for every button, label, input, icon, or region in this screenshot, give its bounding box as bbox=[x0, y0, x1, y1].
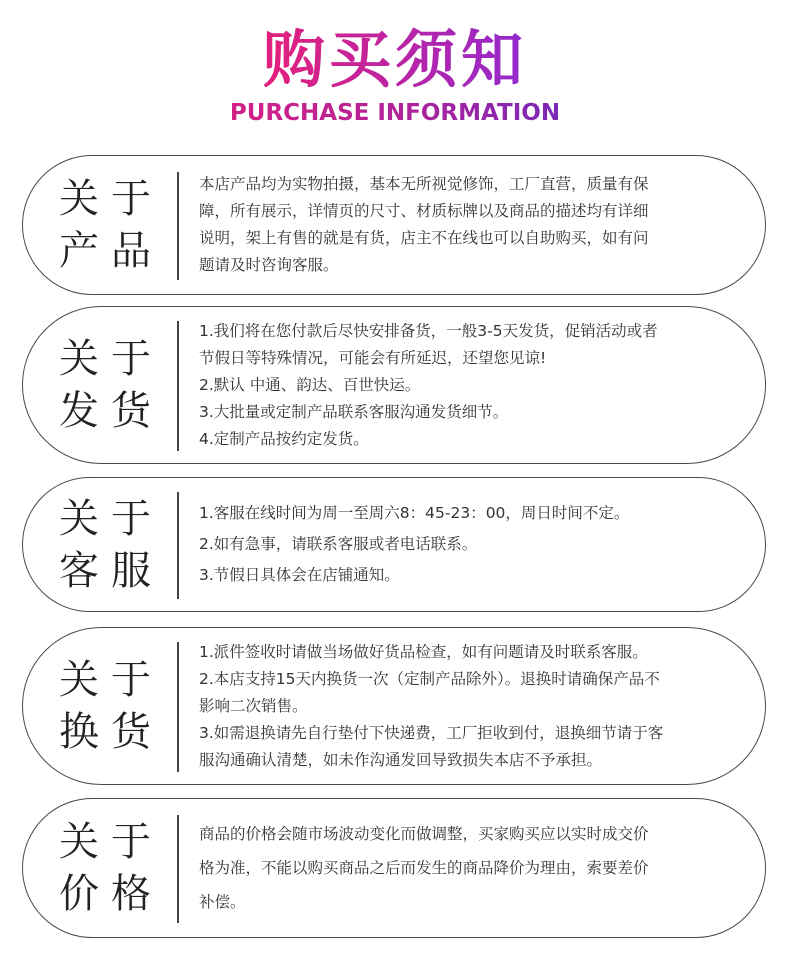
section-body bbox=[199, 628, 747, 784]
section-text-line: 服沟通确认清楚，如未作沟通发回导致损失本店不予承担。 bbox=[199, 750, 603, 769]
section-text-line: 商品的价格会随市场波动变化而做调整，买家购买应以实时成交价 bbox=[199, 825, 649, 843]
section-divider bbox=[177, 815, 179, 923]
section-body bbox=[199, 307, 747, 463]
section-text-line: 本店产品均为实物拍摄，基本无所视觉修饰，工厂直营，质量有保 bbox=[199, 175, 649, 193]
section-divider bbox=[177, 321, 179, 451]
section-divider bbox=[177, 172, 179, 280]
section-text-line: 2.默认 中通、韵达、百世快运。 bbox=[199, 375, 421, 394]
section-label-line1: 关于 bbox=[59, 176, 163, 222]
section-body bbox=[199, 478, 747, 611]
section-card-price bbox=[22, 798, 766, 938]
section-label bbox=[23, 156, 183, 294]
section-text-line: 1.派件签收时请做当场做好货品检查，如有问题请及时联系客服。 bbox=[199, 642, 648, 661]
section-text-line: 题请及时咨询客服。 bbox=[199, 256, 339, 274]
section-card-exchange bbox=[22, 627, 766, 785]
section-text-line: 2.本店支持15天内换货一次（定制产品除外）。退换时请确保产品不 bbox=[199, 669, 660, 688]
section-label-line1: 关于 bbox=[59, 657, 163, 703]
section-label-line1: 关于 bbox=[59, 495, 163, 542]
section-body bbox=[199, 156, 747, 294]
section-text-line: 节假日等特殊情况，可能会有所延迟，还望您见谅! bbox=[199, 348, 547, 367]
section-text-line: 影响二次销售。 bbox=[199, 696, 308, 715]
section-label-line1: 关于 bbox=[59, 819, 163, 865]
section-card-shipping bbox=[22, 306, 766, 464]
section-label-line2: 价格 bbox=[59, 871, 163, 917]
section-text-line: 3.节假日具体会在店铺通知。 bbox=[199, 566, 400, 584]
section-card-service bbox=[22, 477, 766, 612]
page-subtitle: PURCHASE INFORMATION bbox=[0, 98, 790, 128]
section-card-product bbox=[22, 155, 766, 295]
section-label bbox=[23, 628, 183, 784]
section-text-line: 说明，架上有售的就是有货，店主不在线也可以自助购买，如有问 bbox=[199, 229, 649, 247]
page-header bbox=[0, 0, 790, 140]
section-body bbox=[199, 799, 747, 937]
section-text-line: 障，所有展示，详情页的尺寸、材质标牌以及商品的描述均有详细 bbox=[199, 202, 649, 220]
section-label-line2: 发货 bbox=[59, 388, 163, 434]
section-label-line1: 关于 bbox=[59, 336, 163, 382]
section-text-line: 补偿。 bbox=[199, 893, 246, 911]
section-divider bbox=[177, 642, 179, 772]
section-label-line2: 产品 bbox=[59, 228, 163, 274]
section-label bbox=[23, 799, 183, 937]
section-text-line: 1.我们将在您付款后尽快安排备货，一般3-5天发货，促销活动或者 bbox=[199, 321, 658, 340]
section-divider bbox=[177, 492, 179, 599]
section-text-line: 3.大批量或定制产品联系客服沟通发货细节。 bbox=[199, 402, 509, 421]
section-label bbox=[23, 307, 183, 463]
section-text-line: 格为准，不能以购买商品之后而发生的商品降价为理由，索要差价 bbox=[199, 859, 649, 877]
section-label bbox=[23, 478, 183, 611]
section-text-line: 3.如需退换请先自行垫付下快递费，工厂拒收到付，退换细节请于客 bbox=[199, 723, 664, 742]
section-label-line2: 客服 bbox=[59, 547, 163, 594]
section-text-line: 2.如有急事，请联系客服或者电话联系。 bbox=[199, 535, 478, 553]
section-text-line: 4.定制产品按约定发货。 bbox=[199, 429, 369, 448]
section-label-line2: 换货 bbox=[59, 709, 163, 755]
section-text-line: 1.客服在线时间为周一至周六8：45-23：00，周日时间不定。 bbox=[199, 504, 630, 522]
page-title: 购买须知 bbox=[0, 24, 790, 96]
